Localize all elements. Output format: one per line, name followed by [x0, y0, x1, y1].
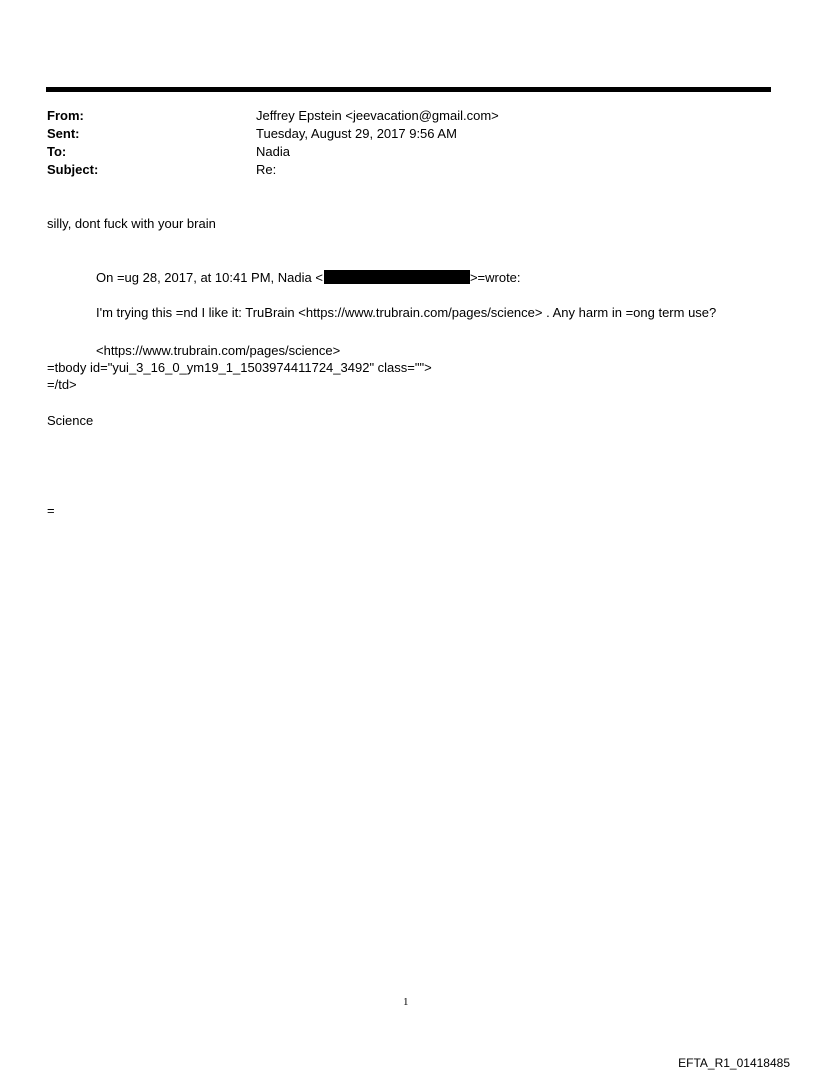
tbody-line: =tbody id="yui_3_16_0_ym19_1_1503974411724_3492" class="">: [47, 360, 432, 375]
subject-label: Subject:: [47, 162, 99, 177]
science-text: Science: [47, 413, 94, 428]
link-line: <https://www.trubrain.com/pages/science>: [96, 343, 341, 358]
quote-intro-after: >=wrote:: [469, 270, 521, 285]
page-number: 1: [403, 996, 409, 1008]
quote-intro-before: On =ug 28, 2017, at 10:41 PM, Nadia <: [96, 270, 323, 285]
td-line: =/td>: [47, 377, 77, 392]
reply-text: silly, dont fuck with your brain: [47, 216, 216, 231]
to-label: To:: [47, 144, 67, 159]
subject-value: Re:: [256, 162, 277, 177]
sent-label: Sent:: [47, 126, 80, 141]
sent-value: Tuesday, August 29, 2017 9:56 AM: [256, 126, 457, 141]
header-rule: [46, 87, 771, 92]
document-id: EFTA_R1_01418485: [678, 1056, 790, 1070]
to-value: Nadia: [256, 144, 290, 159]
from-label: From:: [47, 108, 84, 123]
equals-text: =: [47, 503, 55, 518]
quote-text: I'm trying this =nd I like it: TruBrain <https://www.trubrain.com/pages/science> . Any harm in =ong term use?: [96, 305, 717, 320]
redaction-block: [324, 270, 470, 284]
from-value: Jeffrey Epstein <jeevacation@gmail.com>: [256, 108, 499, 123]
quote-intro: [96, 269, 521, 287]
